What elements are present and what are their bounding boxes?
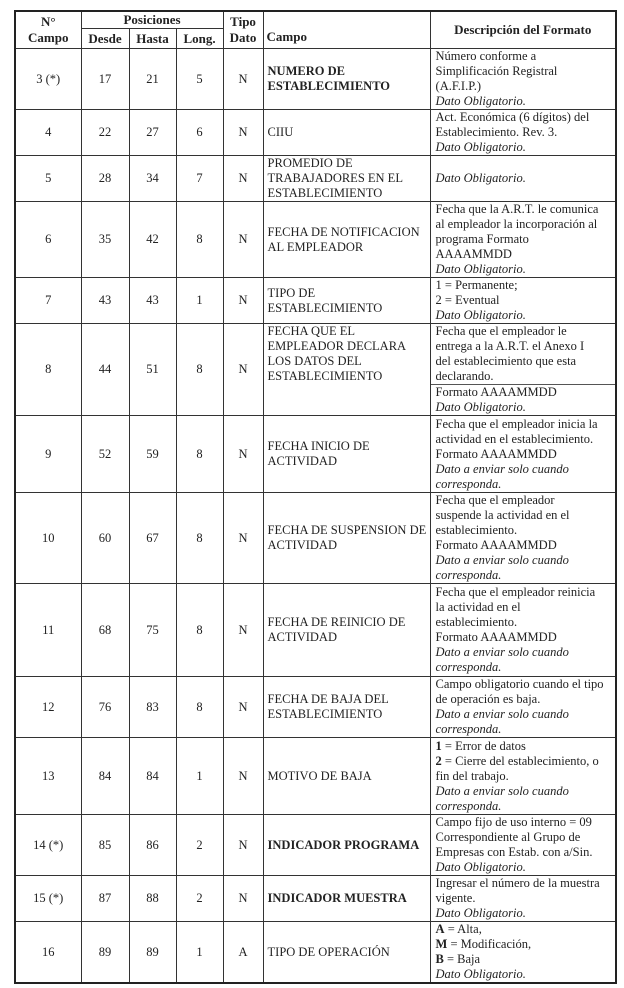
- desde-cell: 76: [81, 677, 129, 738]
- description-key: 2: [435, 753, 442, 768]
- campo-cell: CIIU: [263, 110, 430, 156]
- description-line: [436, 400, 613, 415]
- tipo-dato-cell: N: [223, 278, 263, 324]
- table-row: [15, 416, 616, 493]
- header-descripcion: Descripción del Formato: [430, 11, 616, 49]
- num-campo-cell: 15 (*): [15, 876, 81, 922]
- header-tipo: Tipo: [230, 14, 256, 29]
- description-line: [436, 232, 613, 247]
- longitud-cell: 5: [176, 49, 223, 110]
- description-line: [436, 508, 613, 523]
- description-line: [436, 722, 613, 737]
- num-campo-cell: 10: [15, 493, 81, 584]
- campo-cell: FECHA DE REINICIO DE ACTIVIDAD: [263, 584, 430, 677]
- header-desde: Desde: [81, 29, 129, 49]
- description-text: Dato a enviar solo cuando: [435, 461, 569, 476]
- longitud-cell: 6: [176, 110, 223, 156]
- num-campo-cell: 12: [15, 677, 81, 738]
- description-text: establecimiento.: [435, 523, 518, 537]
- table-row: [15, 677, 616, 738]
- description-line: [436, 278, 613, 293]
- header-num-campo: [15, 11, 81, 49]
- description-cell: [430, 156, 616, 202]
- description-cell: [430, 493, 616, 584]
- description-line: [436, 324, 613, 339]
- campo-cell: FECHA DE BAJA DEL ESTABLECIMIENTO: [263, 677, 430, 738]
- table-row: [15, 738, 616, 815]
- description-line: [436, 49, 613, 64]
- longitud-cell: 1: [176, 738, 223, 815]
- description-text: suspende la actividad en el: [435, 508, 570, 522]
- description-cell: [430, 110, 616, 156]
- description-line: [436, 830, 613, 845]
- desde-cell: 44: [81, 324, 129, 416]
- description-line: [436, 876, 613, 891]
- description-text: = Modificación,: [447, 937, 532, 951]
- description-text: Dato a enviar solo cuando: [435, 783, 569, 798]
- desde-cell: 52: [81, 416, 129, 493]
- description-text: Correspondiente al Grupo de: [435, 830, 581, 844]
- tipo-dato-cell: N: [223, 493, 263, 584]
- description-line: [436, 860, 613, 875]
- hasta-cell: 34: [129, 156, 176, 202]
- description-line: [436, 64, 613, 79]
- description-line: [436, 538, 613, 553]
- description-line: [436, 769, 613, 784]
- num-campo-cell: 4: [15, 110, 81, 156]
- desde-cell: 87: [81, 876, 129, 922]
- longitud-cell: 8: [176, 493, 223, 584]
- description-cell: [430, 49, 616, 110]
- description-text: Dato a enviar solo cuando: [435, 645, 569, 659]
- description-line: [436, 447, 613, 462]
- description-line: [436, 553, 613, 568]
- description-text: Formato AAAAMMDD: [435, 446, 557, 461]
- header-hasta: Hasta: [129, 29, 176, 49]
- desde-cell: 68: [81, 584, 129, 677]
- description-line: [436, 891, 613, 906]
- num-campo-cell: 6: [15, 202, 81, 278]
- description-text: = Cierre del establecimiento, o: [441, 753, 599, 768]
- description-text: Act. Económica (6 dígitos) del: [435, 110, 590, 124]
- tipo-dato-cell: N: [223, 202, 263, 278]
- desde-cell: 35: [81, 202, 129, 278]
- description-text: Fecha que la A.R.T. le comunica: [435, 202, 599, 216]
- description-text: Campo fijo de uso interno = 09: [435, 815, 592, 829]
- description-line: [436, 217, 613, 232]
- desde-cell: 85: [81, 815, 129, 876]
- table-body: [15, 49, 616, 984]
- description-line: [436, 385, 613, 400]
- description-text: Número conforme a: [435, 49, 537, 63]
- description-line: [436, 171, 613, 186]
- tipo-dato-cell: N: [223, 584, 263, 677]
- num-campo-cell: 11: [15, 584, 81, 677]
- description-line: [436, 493, 613, 508]
- header-dato: Dato: [229, 30, 257, 45]
- description-line: [436, 754, 613, 769]
- description-line: [436, 937, 613, 952]
- header-tipo-dato: [223, 11, 263, 49]
- hasta-cell: 86: [129, 815, 176, 876]
- header-num: N°: [40, 14, 56, 29]
- table-row: [15, 278, 616, 324]
- description-cell: [430, 738, 616, 815]
- description-text: = Alta,: [444, 922, 482, 936]
- desde-cell: 60: [81, 493, 129, 584]
- description-text: Formato AAAAMMDD: [435, 630, 557, 644]
- description-text: Dato Obligatorio.: [435, 308, 526, 322]
- campo-cell: TIPO DE OPERACIÓN: [263, 922, 430, 984]
- longitud-cell: 1: [176, 278, 223, 324]
- description-line: [436, 784, 613, 799]
- description-text: Dato a enviar solo cuando: [435, 553, 569, 567]
- header-long: Long.: [176, 29, 223, 49]
- campo-cell: FECHA DE NOTIFICACION AL EMPLEADOR: [263, 202, 430, 278]
- hasta-cell: 75: [129, 584, 176, 677]
- header-campo: Campo: [263, 11, 430, 49]
- description-line: [436, 967, 613, 982]
- description-text: Dato Obligatorio.: [435, 860, 526, 874]
- num-campo-cell: 7: [15, 278, 81, 324]
- description-cell: [430, 385, 616, 416]
- description-text: fin del trabajo.: [435, 768, 509, 783]
- campo-cell: INDICADOR PROGRAMA: [263, 815, 430, 876]
- longitud-cell: 8: [176, 202, 223, 278]
- campo-cell: FECHA DE SUSPENSION DE ACTIVIDAD: [263, 493, 430, 584]
- description-text: = Baja: [443, 952, 481, 966]
- tipo-dato-cell: N: [223, 677, 263, 738]
- hasta-cell: 51: [129, 324, 176, 416]
- desde-cell: 84: [81, 738, 129, 815]
- num-campo-cell: 14 (*): [15, 815, 81, 876]
- description-line: [436, 630, 613, 645]
- longitud-cell: 2: [176, 876, 223, 922]
- description-line: [436, 922, 613, 937]
- description-line: [436, 354, 613, 369]
- description-text: corresponda.: [435, 798, 502, 813]
- tipo-dato-cell: N: [223, 738, 263, 815]
- num-campo-cell: 13: [15, 738, 81, 815]
- description-line: [436, 369, 613, 384]
- campo-cell: INDICADOR MUESTRA: [263, 876, 430, 922]
- description-key: A: [435, 922, 445, 936]
- desde-cell: 17: [81, 49, 129, 110]
- description-line: [436, 477, 613, 492]
- description-cell: [430, 584, 616, 677]
- table-row: [15, 324, 616, 385]
- description-line: [436, 79, 613, 94]
- description-text: corresponda.: [435, 660, 502, 674]
- description-line: [436, 125, 613, 140]
- longitud-cell: 1: [176, 922, 223, 984]
- hasta-cell: 84: [129, 738, 176, 815]
- description-line: [436, 110, 613, 125]
- description-line: [436, 645, 613, 660]
- description-line: [436, 140, 613, 155]
- description-text: 2 = Eventual: [435, 293, 500, 307]
- longitud-cell: 2: [176, 815, 223, 876]
- header-num-campo-label: Campo: [28, 30, 69, 45]
- description-text: Dato Obligatorio.: [435, 400, 526, 414]
- hasta-cell: 43: [129, 278, 176, 324]
- description-line: [436, 660, 613, 675]
- description-text: de operación es baja.: [435, 692, 541, 706]
- description-text: Fecha que el empleador inicia la: [435, 416, 598, 431]
- description-line: [436, 293, 613, 308]
- header-posiciones: Posiciones: [81, 11, 223, 29]
- hasta-cell: 83: [129, 677, 176, 738]
- tipo-dato-cell: N: [223, 324, 263, 416]
- campo-cell: FECHA QUE EL EMPLEADOR DECLARA LOS DATOS DEL ESTABLECIMIENTO: [263, 324, 430, 416]
- num-campo-cell: 5: [15, 156, 81, 202]
- description-cell: [430, 416, 616, 493]
- description-text: 1 = Permanente;: [435, 278, 518, 292]
- description-text: del establecimiento que esta: [435, 354, 577, 368]
- description-key: M: [435, 937, 448, 951]
- description-line: [436, 568, 613, 583]
- description-line: [436, 600, 613, 615]
- table-row: [15, 202, 616, 278]
- description-text: Dato Obligatorio.: [435, 906, 526, 920]
- description-text: actividad en el establecimiento.: [435, 431, 594, 446]
- campo-cell: FECHA INICIO DE ACTIVIDAD: [263, 416, 430, 493]
- description-line: [436, 94, 613, 109]
- description-text: Empresas con Estab. con a/Sin.: [435, 845, 593, 859]
- description-text: Ingresar el número de la muestra: [435, 876, 600, 890]
- hasta-cell: 88: [129, 876, 176, 922]
- tipo-dato-cell: N: [223, 49, 263, 110]
- table-row: [15, 922, 616, 984]
- description-line: [436, 952, 613, 967]
- description-text: corresponda.: [435, 476, 502, 491]
- campo-cell: TIPO DE ESTABLECIMIENTO: [263, 278, 430, 324]
- hasta-cell: 59: [129, 416, 176, 493]
- hasta-cell: 89: [129, 922, 176, 984]
- description-text: vigente.: [435, 891, 476, 905]
- campo-cell: MOTIVO DE BAJA: [263, 738, 430, 815]
- description-text: establecimiento.: [435, 615, 518, 629]
- description-text: corresponda.: [435, 568, 502, 582]
- hasta-cell: 67: [129, 493, 176, 584]
- description-line: [436, 845, 613, 860]
- desde-cell: 43: [81, 278, 129, 324]
- tipo-dato-cell: N: [223, 876, 263, 922]
- longitud-cell: 8: [176, 677, 223, 738]
- tipo-dato-cell: N: [223, 416, 263, 493]
- description-key: B: [435, 952, 444, 966]
- description-line: [436, 262, 613, 277]
- table-row: [15, 584, 616, 677]
- description-text: Dato Obligatorio.: [435, 262, 526, 276]
- description-line: [436, 815, 613, 830]
- description-text: la actividad en el: [435, 600, 521, 614]
- desde-cell: 89: [81, 922, 129, 984]
- description-line: [436, 906, 613, 921]
- description-line: [436, 739, 613, 754]
- description-line: [436, 202, 613, 217]
- description-line: [436, 707, 613, 722]
- table-row: [15, 49, 616, 110]
- description-cell: [430, 324, 616, 385]
- description-text: Dato Obligatorio.: [435, 140, 526, 154]
- table-row: [15, 110, 616, 156]
- description-text: Dato Obligatorio.: [435, 967, 526, 981]
- description-text: Dato a enviar solo cuando: [435, 707, 569, 721]
- description-line: [436, 615, 613, 630]
- table-row: [15, 815, 616, 876]
- description-cell: [430, 278, 616, 324]
- num-campo-cell: 16: [15, 922, 81, 984]
- longitud-cell: 8: [176, 416, 223, 493]
- table-row: [15, 156, 616, 202]
- description-text: (A.F.I.P.): [435, 79, 482, 93]
- description-text: Formato AAAAMMDD: [435, 538, 557, 552]
- num-campo-cell: 8: [15, 324, 81, 416]
- description-text: declarando.: [435, 369, 494, 383]
- desde-cell: 22: [81, 110, 129, 156]
- description-text: corresponda.: [435, 722, 502, 736]
- longitud-cell: 8: [176, 584, 223, 677]
- description-text: AAAAMMDD: [435, 247, 512, 261]
- description-line: [436, 462, 613, 477]
- description-text: Campo obligatorio cuando el tipo: [435, 677, 604, 691]
- description-cell: [430, 876, 616, 922]
- description-text: Fecha que el empleador le: [435, 324, 567, 338]
- description-line: [436, 417, 613, 432]
- num-campo-cell: 9: [15, 416, 81, 493]
- desde-cell: 28: [81, 156, 129, 202]
- tipo-dato-cell: A: [223, 922, 263, 984]
- description-text: Formato AAAAMMDD: [435, 385, 557, 399]
- description-line: [436, 308, 613, 323]
- campo-cell: NUMERO DE ESTABLECIMIENTO: [263, 49, 430, 110]
- description-line: [436, 585, 613, 600]
- longitud-cell: 8: [176, 324, 223, 416]
- description-line: [436, 247, 613, 262]
- tipo-dato-cell: N: [223, 110, 263, 156]
- description-line: [436, 339, 613, 354]
- description-cell: [430, 815, 616, 876]
- description-line: [436, 432, 613, 447]
- description-cell: [430, 202, 616, 278]
- table-row: [15, 493, 616, 584]
- description-cell: [430, 677, 616, 738]
- tipo-dato-cell: N: [223, 156, 263, 202]
- description-text: Dato Obligatorio.: [435, 171, 526, 185]
- description-text: = Error de datos: [441, 738, 526, 753]
- field-format-table: [14, 10, 617, 984]
- description-text: programa Formato: [435, 232, 529, 246]
- campo-cell: PROMEDIO DE TRABAJADORES EN EL ESTABLECIMIENTO: [263, 156, 430, 202]
- description-text: Dato Obligatorio.: [435, 94, 526, 108]
- description-line: [436, 799, 613, 814]
- description-text: entrega a la A.R.T. el Anexo I: [435, 339, 585, 353]
- description-text: Fecha que el empleador reinicia: [435, 585, 596, 599]
- description-text: Establecimiento. Rev. 3.: [435, 125, 558, 139]
- description-line: [436, 692, 613, 707]
- description-text: al empleador la incorporación al: [435, 217, 598, 231]
- description-line: [436, 677, 613, 692]
- hasta-cell: 21: [129, 49, 176, 110]
- description-text: Fecha que el empleador: [435, 493, 555, 507]
- description-line: [436, 523, 613, 538]
- table-row: [15, 876, 616, 922]
- description-key: 1: [435, 738, 442, 753]
- tipo-dato-cell: N: [223, 815, 263, 876]
- description-text: Simplificación Registral: [435, 64, 558, 78]
- hasta-cell: 27: [129, 110, 176, 156]
- hasta-cell: 42: [129, 202, 176, 278]
- num-campo-cell: 3 (*): [15, 49, 81, 110]
- description-cell: [430, 922, 616, 984]
- longitud-cell: 7: [176, 156, 223, 202]
